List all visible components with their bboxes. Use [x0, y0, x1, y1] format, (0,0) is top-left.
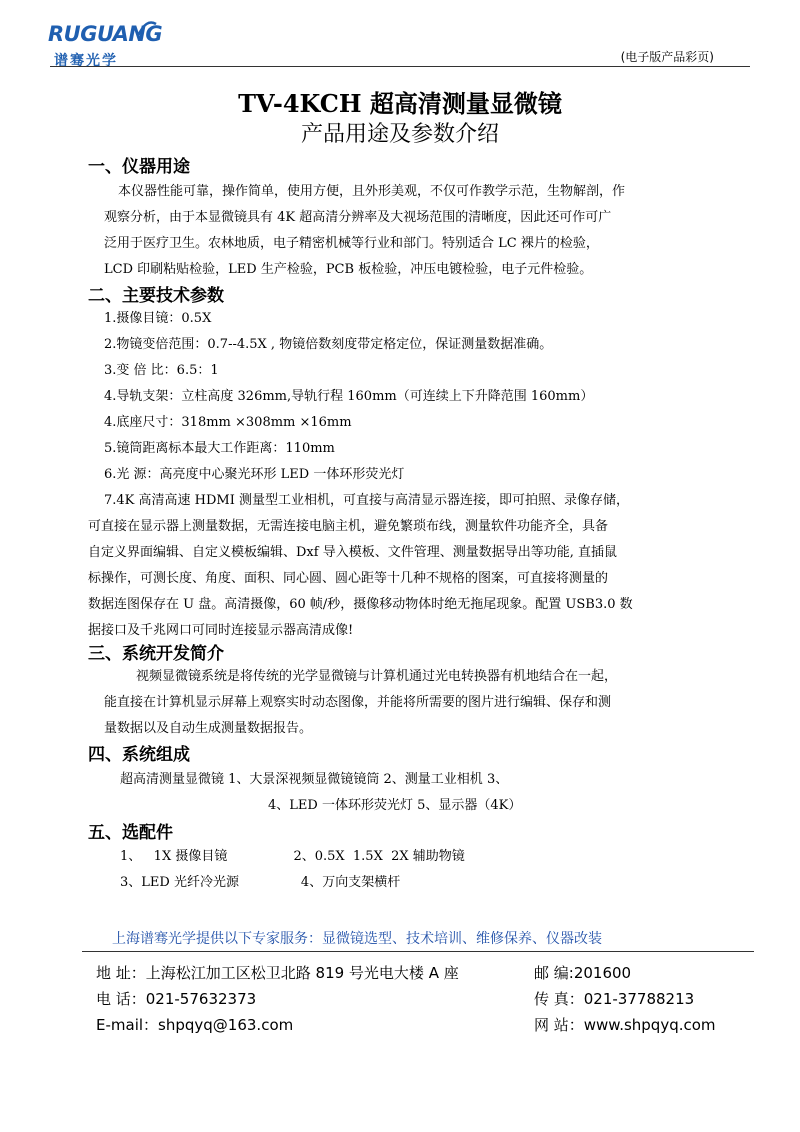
section-3-line: 量数据以及自动生成测量数据报告。 [104, 721, 313, 736]
logo-arc-icon [134, 16, 158, 40]
section-5-line: 1、 1X 摄像目镜 2、0.5X 1.5X 2X 辅助物镜 [120, 849, 465, 864]
section-4-line: 超高清测量显微镜 1、大景深视频显微镜镜筒 2、测量工业相机 3、 [120, 772, 509, 787]
spec-item: 2.物镜变倍范围：0.7--4.5X , 物镜倍数刻度带定格定位，保证测量数据准确。 [104, 337, 553, 352]
section-1-heading: 一、仪器用途 [88, 157, 190, 177]
spec-item-7-line: 数据连图保存在 U 盘。高清摄像，60 帧/秒，摄像移动物体时绝无拖尾现象。配置 USB3.0 数 [88, 597, 633, 612]
spec-item: 1.摄像目镜：0.5X [104, 311, 212, 326]
footer-postcode: 邮 编:201600 [534, 964, 632, 982]
spec-item: 3.变 倍 比：6.5：1 [104, 363, 219, 378]
spec-item: 4.底座尺寸：318mm ×308mm ×16mm [104, 415, 352, 430]
header-divider [50, 66, 750, 67]
section-3-heading: 三、系统开发简介 [88, 644, 224, 664]
spec-item: 6.光 源：高亮度中心聚光环形 LED 一体环形荧光灯 [104, 467, 405, 482]
spec-item-7-line: 7.4K 高清高速 HDMI 测量型工业相机，可直接与高清显示器连接，即可拍照、录像存储， [104, 493, 629, 508]
document-subtitle: 产品用途及参数介绍 [300, 122, 499, 147]
logo-chinese-name: 谱骞光学 [54, 53, 118, 69]
section-1-line: 观察分析，由于本显微镜具有 4K 超高清分辨率及大视场范围的清晰度，因此还可作可广 [104, 210, 612, 225]
footer-phone: 电 话：021-57632373 [96, 990, 257, 1008]
section-4-heading: 四、系统组成 [88, 745, 190, 765]
footer-fax: 传 真：021-37788213 [534, 990, 695, 1008]
section-1-line: 本仪器性能可靠，操作简单，使用方便，且外形美观，不仅可作教学示范，生物解剖，作 [118, 184, 626, 199]
logo-wordmark: RUGUANG [48, 22, 163, 46]
edition-label: (电子版产品彩页) [620, 50, 714, 64]
spec-item: 5.镜筒距离标本最大工作距离：110mm [104, 441, 335, 456]
spec-item-7-line: 据接口及千兆网口可同时连接显示器高清成像! [88, 623, 354, 638]
spec-item-7-line: 自定义界面编辑、自定义模板编辑、Dxf 导入模板、文件管理、测量数据导出等功能, 直插鼠 [88, 545, 617, 560]
service-banner: 上海谱骞光学提供以下专家服务：显微镜选型、技术培训、维修保养、仪器改装 [112, 931, 602, 947]
section-4-line: 4、LED 一体环形荧光灯 5、显示器（4K） [268, 798, 522, 813]
spec-item-7-line: 标操作，可测长度、角度、面积、同心圆、圆心距等十几种不规格的图案，可直接将测量的 [88, 571, 609, 586]
section-5-line: 3、LED 光纤冷光源 4、万向支架横杆 [120, 875, 401, 890]
footer-address: 地 址：上海松江加工区松卫北路 819 号光电大楼 A 座 [96, 964, 459, 982]
section-3-line: 能直接在计算机显示屏幕上观察实时动态图像，并能将所需要的图片进行编辑、保存和测 [104, 695, 612, 710]
footer-email[interactable]: E-mail：shpqyq@163.com [96, 1016, 294, 1034]
footer-divider [82, 951, 754, 952]
section-5-heading: 五、选配件 [88, 823, 173, 843]
spec-item-7-line: 可直接在显示器上测量数据，无需连接电脑主机，避免繁琐布线，测量软件功能齐全，具备 [88, 519, 609, 534]
footer-website[interactable]: 网 站：www.shpqyq.com [534, 1016, 716, 1034]
section-3-line: 视频显微镜系统是将传统的光学显微镜与计算机通过光电转换器有机地结合在一起， [136, 669, 618, 684]
section-2-heading: 二、主要技术参数 [88, 286, 224, 306]
section-1-line: 泛用于医疗卫生。农林地质，电子精密机械等行业和部门。特别适合 LC 裸片的检验， [104, 236, 599, 251]
spec-item: 4.导轨支架：立柱高度 326mm,导轨行程 160mm（可连续上下升降范围 160mm） [104, 389, 594, 404]
document-title: TV-4KCH 超高清测量显微镜 [238, 89, 562, 118]
section-1-line: LCD 印刷粘贴检验，LED 生产检验，PCB 板检验，冲压电镀检验，电子元件检验。 [104, 262, 593, 277]
